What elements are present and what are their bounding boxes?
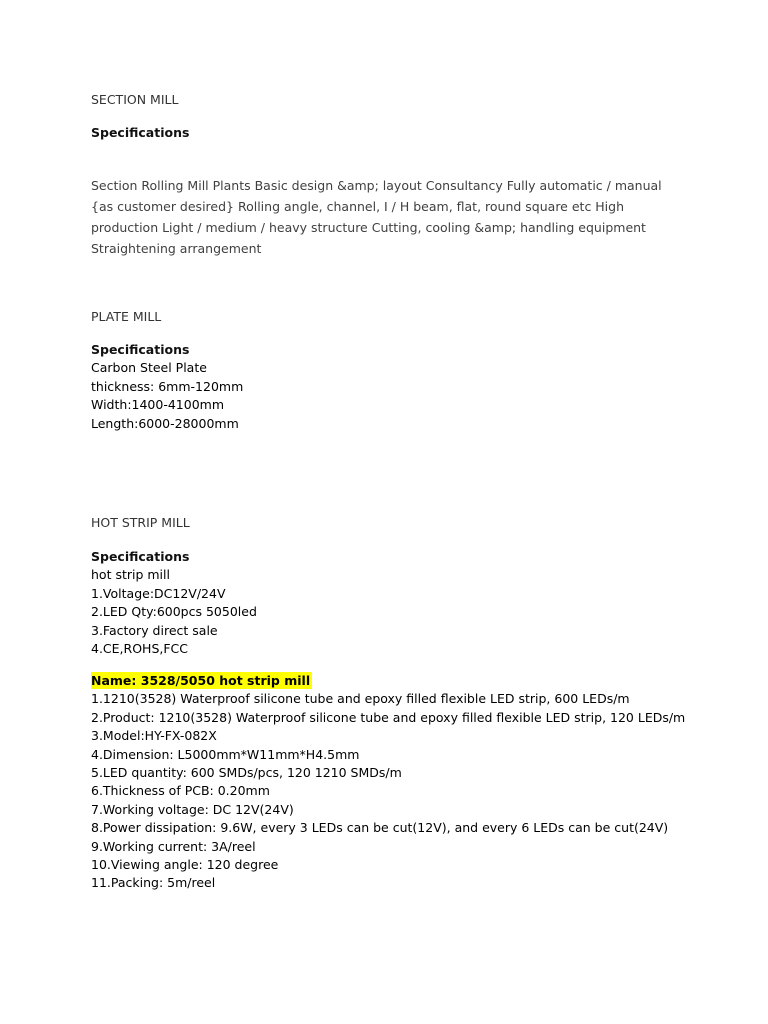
plate-mill-line: Carbon Steel Plate xyxy=(91,360,207,376)
detail-line: 7.Working voltage: DC 12V(24V) xyxy=(91,801,294,817)
plate-mill-spec-block xyxy=(91,341,691,433)
detail-line: 11.Packing: 5m/reel xyxy=(91,875,216,891)
section-mill-title: SECTION MILL xyxy=(91,92,179,107)
detail-line: 5.LED quantity: 600 SMDs/pcs, 120 1210 SMDs/m xyxy=(91,764,402,780)
section-mill-section xyxy=(91,91,691,109)
hot-strip-mill-details-block xyxy=(91,672,691,893)
detail-line: 2.Product: 1210(3528) Waterproof silicone tube and epoxy filled flexible LED strip, 120 LEDs/m xyxy=(91,709,686,725)
plate-mill-line: thickness: 6mm-120mm xyxy=(91,378,244,394)
plate-mill-line: Length:6000-28000mm xyxy=(91,415,239,431)
hot-strip-mill-line: 2.LED Qty:600pcs 5050led xyxy=(91,604,257,620)
plate-mill-section xyxy=(91,308,691,326)
section-mill-spec xyxy=(91,124,691,142)
plate-mill-title: PLATE MILL xyxy=(91,309,162,324)
detail-line: 8.Power dissipation: 9.6W, every 3 LEDs can be cut(12V), and every 6 LEDs can be cut(24V) xyxy=(91,820,669,836)
hot-strip-mill-line: hot strip mill xyxy=(91,567,170,583)
section-mill-description: Section Rolling Mill Plants Basic design &amp; layout Consultancy Fully automatic / manual {as customer desired} Rolling angle, channel, I / H beam, flat, round square etc High production Light / medium / heavy structure Cutting, cooling &amp; handling equipment Straightening arrangement xyxy=(91,178,662,256)
hot-strip-mill-line: 1.Voltage:DC12V/24V xyxy=(91,585,226,601)
detail-line: 9.Working current: 3A/reel xyxy=(91,838,256,854)
plate-mill-line: Width:1400-4100mm xyxy=(91,397,225,413)
detail-line: 4.Dimension: L5000mm*W11mm*H4.5mm xyxy=(91,746,360,762)
detail-line: 3.Model:HY-FX-082X xyxy=(91,728,217,744)
detail-line: 1.1210(3528) Waterproof silicone tube and epoxy filled flexible LED strip, 600 LEDs/m xyxy=(91,691,630,707)
section-mill-description-block xyxy=(91,175,691,259)
detail-line: 10.Viewing angle: 120 degree xyxy=(91,856,279,872)
hot-strip-mill-section xyxy=(91,514,691,532)
hot-strip-mill-line: 4.CE,ROHS,FCC xyxy=(91,640,189,656)
hot-strip-mill-spec-block xyxy=(91,548,691,658)
section-mill-spec-label: Specifications xyxy=(91,125,190,140)
hot-strip-mill-spec-label: Specifications xyxy=(91,549,190,564)
hot-strip-mill-line: 3.Factory direct sale xyxy=(91,622,218,638)
plate-mill-spec-label: Specifications xyxy=(91,342,190,357)
highlighted-name-line xyxy=(91,672,691,690)
highlighted-product-name: Name: 3528/5050 hot strip mill xyxy=(91,673,311,688)
hot-strip-mill-title: HOT STRIP MILL xyxy=(91,515,190,530)
detail-line: 6.Thickness of PCB: 0.20mm xyxy=(91,783,270,799)
